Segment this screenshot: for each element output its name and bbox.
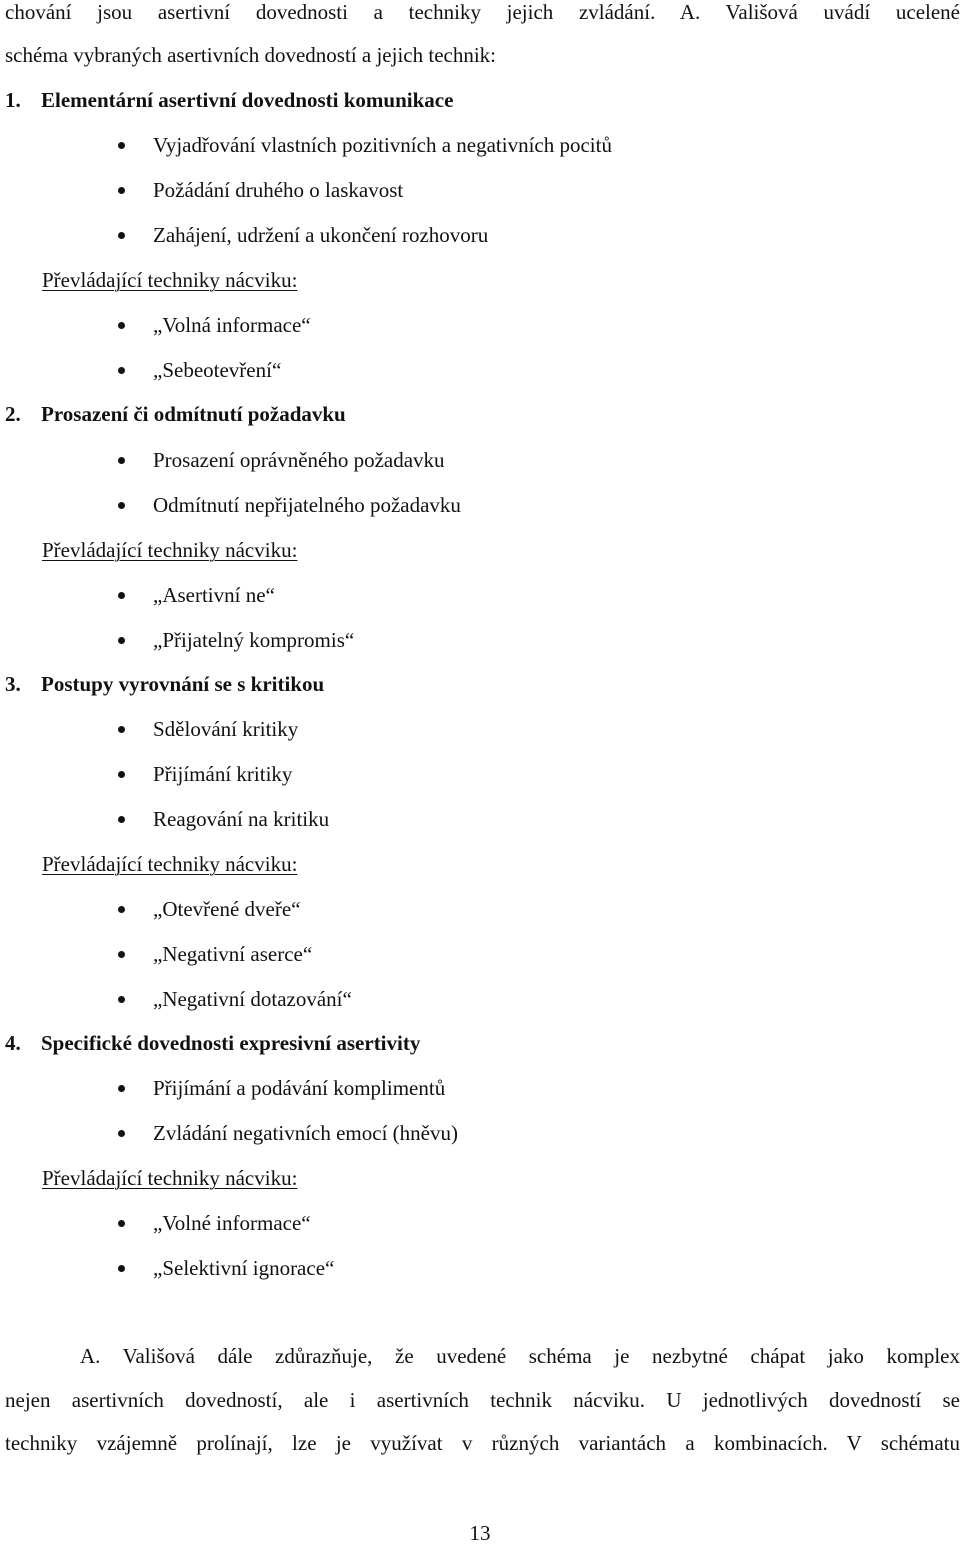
- list-item: [118, 445, 445, 475]
- bullet-icon: [118, 906, 125, 913]
- bullet-icon: [118, 726, 125, 733]
- bullet-icon: [118, 232, 125, 239]
- section-heading: [5, 1028, 420, 1058]
- bullet-icon: [118, 1130, 125, 1137]
- closing-line-3: techniky vzájemně prolínají, lze je využívat v různých variantách a kombinacích. V schématu: [5, 1431, 960, 1455]
- list-item: [118, 1208, 311, 1238]
- section-number: 2.: [5, 402, 21, 426]
- bullet-icon: [118, 951, 125, 958]
- technique-text: „Selektivní ignorace“: [153, 1256, 335, 1280]
- technique-text: „Volné informace“: [153, 1211, 311, 1235]
- page-number: 13: [469, 1521, 491, 1545]
- bullet-icon: [118, 1085, 125, 1092]
- bullet-icon: [118, 142, 125, 149]
- bullet-icon: [118, 457, 125, 464]
- list-item: [118, 490, 461, 520]
- skill-text: Vyjadřování vlastních pozitivních a negativních pocitů: [153, 133, 612, 157]
- section-title: Elementární asertivní dovednosti komunikace: [41, 88, 454, 112]
- technique-text: „Sebeotevření“: [153, 358, 282, 382]
- skill-text: Přijímání kritiky: [153, 762, 293, 786]
- technique-label: [42, 265, 297, 295]
- section-heading: [5, 85, 453, 115]
- section-heading: [5, 399, 346, 429]
- technique-label: [42, 535, 297, 565]
- skill-text: Reagování na kritiku: [153, 807, 330, 831]
- intro-line-1: chování jsou asertivní dovednosti a techniky jejich zvládání. A. Vališová uvádí ucelené: [5, 0, 960, 24]
- bullet-icon: [118, 1220, 125, 1227]
- bullet-icon: [118, 1265, 125, 1272]
- section-title: Postupy vyrovnání se s kritikou: [41, 672, 325, 696]
- bullet-icon: [118, 592, 125, 599]
- technique-label-text: Převládající techniky nácviku:: [42, 538, 298, 562]
- list-item: [118, 1253, 334, 1283]
- intro-line-2: schéma vybraných asertivních dovedností a jejich technik:: [5, 43, 497, 67]
- list-item: [118, 1118, 458, 1148]
- list-item: [118, 355, 281, 385]
- section-number: 3.: [5, 672, 21, 696]
- bullet-icon: [118, 322, 125, 329]
- skill-text: Prosazení oprávněného požadavku: [153, 448, 445, 472]
- list-item: [118, 625, 354, 655]
- skill-text: Požádání druhého o laskavost: [153, 178, 404, 202]
- technique-text: „Přijatelný kompromis“: [153, 628, 355, 652]
- technique-label-text: Převládající techniky nácviku:: [42, 852, 298, 876]
- section-title: Specifické dovednosti expresivní asertivity: [41, 1031, 421, 1055]
- list-item: [118, 130, 612, 160]
- technique-label-text: Převládající techniky nácviku:: [42, 268, 298, 292]
- closing-line-2: nejen asertivních dovedností, ale i asertivních technik nácviku. U jednotlivých dovedností se: [5, 1388, 960, 1412]
- list-item: [118, 939, 312, 969]
- closing-line-1: A. Vališová dále zdůrazňuje, že uvedené schéma je nezbytné chápat jako komplex: [80, 1344, 960, 1368]
- bullet-icon: [118, 771, 125, 778]
- technique-text: „Negativní aserce“: [153, 942, 313, 966]
- bullet-icon: [118, 187, 125, 194]
- section-number: 1.: [5, 88, 21, 112]
- list-item: [118, 984, 352, 1014]
- bullet-icon: [118, 816, 125, 823]
- skill-text: Zahájení, udržení a ukončení rozhovoru: [153, 223, 489, 247]
- skill-text: Sdělování kritiky: [153, 717, 299, 741]
- skill-text: Přijímání a podávání komplimentů: [153, 1076, 446, 1100]
- list-item: [118, 1073, 445, 1103]
- section-heading: [5, 669, 324, 699]
- technique-label-text: Převládající techniky nácviku:: [42, 1166, 298, 1190]
- list-item: [118, 580, 275, 610]
- list-item: [118, 894, 300, 924]
- technique-text: „Negativní dotazování“: [153, 987, 352, 1011]
- list-item: [118, 310, 311, 340]
- skill-text: Odmítnutí nepřijatelného požadavku: [153, 493, 461, 517]
- list-item: [118, 804, 329, 834]
- list-item: [118, 220, 488, 250]
- bullet-icon: [118, 996, 125, 1003]
- section-title: Prosazení či odmítnutí požadavku: [41, 402, 346, 426]
- skill-text: Zvládání negativních emocí (hněvu): [153, 1121, 458, 1145]
- technique-text: „Volná informace“: [153, 313, 311, 337]
- technique-text: „Asertivní ne“: [153, 583, 275, 607]
- technique-label: [42, 849, 297, 879]
- technique-label: [42, 1163, 297, 1193]
- section-number: 4.: [5, 1031, 21, 1055]
- bullet-icon: [118, 502, 125, 509]
- list-item: [118, 175, 403, 205]
- technique-text: „Otevřené dveře“: [153, 897, 301, 921]
- list-item: [118, 714, 298, 744]
- bullet-icon: [118, 637, 125, 644]
- list-item: [118, 759, 292, 789]
- bullet-icon: [118, 367, 125, 374]
